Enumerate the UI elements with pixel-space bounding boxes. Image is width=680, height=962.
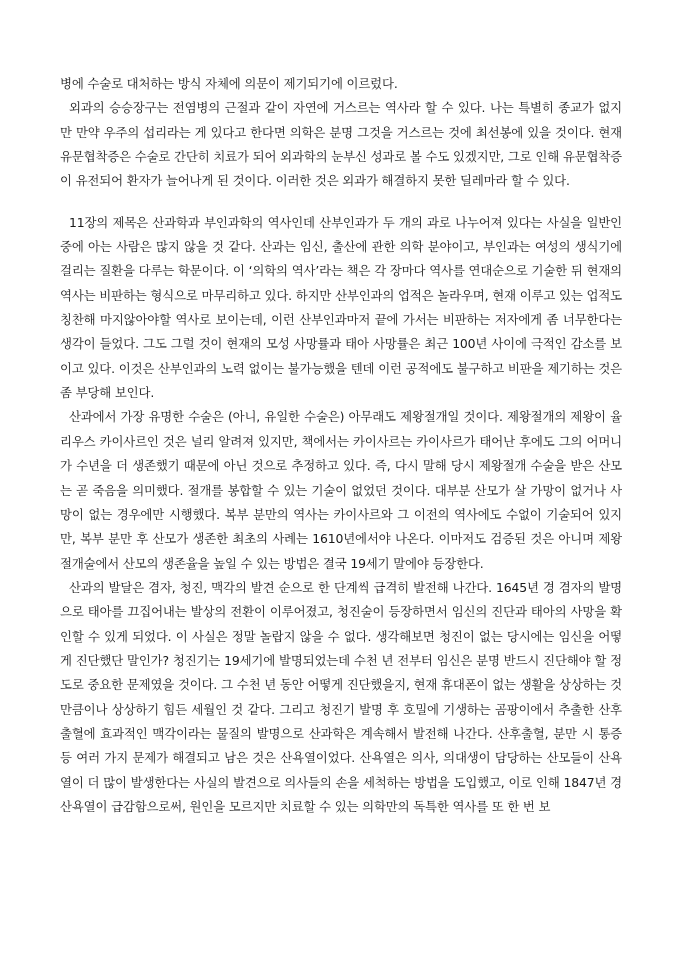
paragraph-obstetrics-development: 산과의 발달은 겸자, 청진, 맥각의 발견 순으로 한 단계씩 급격히 발전해 나간다. 1645년 경 겸자의 발명으로 태아를 끄집어내는 발상의 전환이 이루어졌고, 청진술이 등장하면서 임신의 진단과 태아의 사망을 확인할 수 있게 되었다. 이 사실은 정말 놀랍지 않을 수 없다. 생각해보면 청진이 없는 당시에는 임신을 어떻게 진단했단 말인가? 청진기는 19세기에 발명되었는데 수천 년 전부터 임신은 분명 반드시 진단해야 할 정도로 중요한 문제였을 것이다. 그 수천 년 동안 어떻게 진단했을지, 현재 휴대폰이 없는 생활을 상상하는 것만큼이나 상상하기 힘든 세월인 것 같다. 그리고 청진기 발명 후 호밀에 기생하는 곰팡이에서 추출한 산후출혈에 효과적인 맥각이라는 물질의 발명으로 산과학은 계속해서 발전해 나간다. 산후출혈, 분만 시 통증 등 여러 가지 문제가 해결되고 남은 것은 산욕열이었다. 산욕열은 의사, 의대생이 담당하는 산모들이 산욕열이 더 많이 발생한다는 사실의 발견으로 의사들의 손을 세척하는 방법을 도입했고, 이로 인해 1847년 경 산욕열이 급감함으로써, 원인을 모르지만 치료할 수 있는 의학만의 독특한 역사를 또 한 번 보 xyxy=(60,579,622,814)
paragraph-continuation: 병에 수술로 대처하는 방식 자체에 의문이 제기되기에 이르렀다. xyxy=(60,76,398,91)
paragraph-chapter-11: 11장의 제목은 산과학과 부인과학의 역사인데 산부인과가 두 개의 과로 나누어져 있다는 사실을 일반인 중에 아는 사람은 많지 않을 것 같다. 산과는 임신, 출산에 관한 의학 분야이고, 부인과는 여성의 생식기에 걸리는 질환을 다루는 학문이다. 이 ‘의학의 역사’라는 책은 각 장마다 역사를 연대순으로 기술한 뒤 현재의 역사는 비판하는 형식으로 마무리하고 있다. 하지만 산부인과의 업적은 놀라우며, 현재 이루고 있는 업적도 칭찬해 마지않아야할 역사로 보이는데, 이런 산부인과마저 끝에 가서는 비판하는 저자에게 좀 너무한다는 생각이 들었다. 그도 그럴 것이 현재의 모성 사망률과 태아 사망률은 최근 100년 사이에 극적인 감소를 보이고 있다. 이것은 산부인과의 노력 없이는 불가능했을 텐데 이런 공적에도 불구하고 비판을 제기하는 것은 좀 부당해 보인다. xyxy=(60,214,622,401)
paragraph-cesarean: 산과에서 가장 유명한 수술은 (아니, 유일한 수술은) 아무래도 제왕절개일 것이다. 제왕절개의 제왕이 율리우스 카이사르인 것은 널리 알려져 있지만, 책에서는 카이사르는 카이사르가 태어난 후에도 그의 어머니가 수년을 더 생존했기 때문에 아닌 것으로 추정하고 있다. 즉, 다시 말해 당시 제왕절개 수술을 받은 산모는 곧 죽음을 의미했다. 절개를 봉합할 수 있는 기술이 없었던 것이다. 대부분 산모가 살 가망이 없거나 사망이 없는 경우에만 시행했다. 복부 분만의 역사는 카이사르와 그 이전의 역사에도 수없이 기술되어 있지만, 복부 분만 후 산모가 생존한 최초의 사례는 1610년에서야 나온다. 이마저도 검증된 것은 아니며 제왕 절개술에서 산모의 생존율을 높일 수 있는 방법은 결국 19세기 말에야 등장한다. xyxy=(60,409,622,571)
paragraph-surgery-dilemma: 외과의 승승장구는 전염병의 근절과 같이 자연에 거스르는 역사라 할 수 있다. 나는 특별히 종교가 없지만 만약 우주의 섭리라는 게 있다고 한다면 의학은 분명 그것을 거스르는 것에 최선봉에 있을 것이다. 현재 유문협착증은 수술로 간단히 치료가 되어 외과학의 눈부신 성과로 볼 수도 있겠지만, 그로 인해 유문협착증이 유전되어 환자가 늘어나게 된 것이다. 이러한 것은 외과가 해결하지 못한 딜레마라 할 수 있다. xyxy=(60,100,622,189)
document-page xyxy=(60,72,622,819)
paragraph-spacer xyxy=(60,194,622,211)
